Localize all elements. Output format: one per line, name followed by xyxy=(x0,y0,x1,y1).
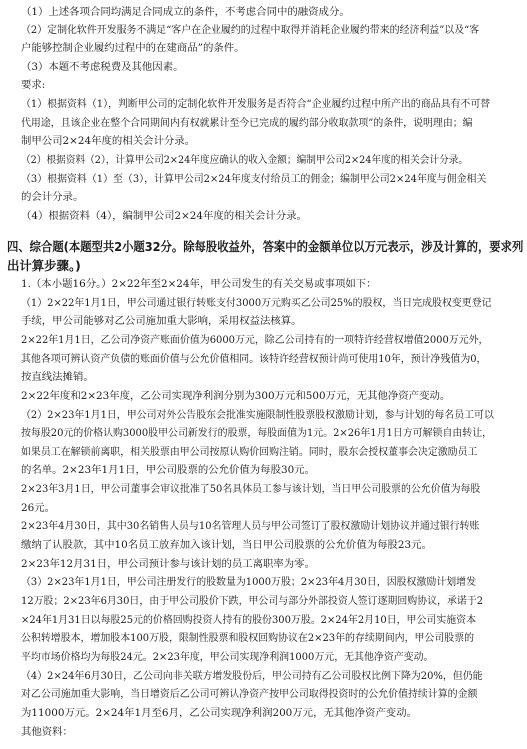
question-line-2: （1）2×22年1月1日，甲公司通过银行转账支付3000万元购买乙公司25%的股权，当日完成股权变更登记 xyxy=(21,297,492,309)
question-line-12: 2×23年3月1日，甲公司董事会审议批准了50名具体员工参与该计划，当日甲公司股票的公允价值为每股 xyxy=(21,483,481,495)
question-line-20: 公积转增股本，增加股本100万股，限制性股票和股权回购协议在2×23年的存续期间内，甲公司股票的 xyxy=(21,632,475,644)
requirement-line-3: 制甲公司2×24年度的相关会计分录。 xyxy=(21,135,196,147)
question-line-3: 手续，甲公司能够对乙公司施加重大影响，采用权益法核算。 xyxy=(21,315,302,327)
question-line-10: 如果员工在解锁前离职，相关股票由甲公司按原认购价回购注销。同时，股东会授权董事会决定激励员工 xyxy=(21,446,478,458)
question-line-9: 按每股20元的价格认购3000股甲公司新发行的股票，每股面值为1元。2×26年1月1日方可解锁自由转让， xyxy=(21,427,493,439)
question-line-24: 为11000万元。2×24年1月至6月，乙公司实现净利润200万元，无其他净资产变动。 xyxy=(21,707,417,719)
question-line-8: （2）2×23年1月1日，甲公司对外公告股东会批准实施限制性股票股权激励计划，参与计划的每名员工可以 xyxy=(21,409,494,421)
question-line-4: 2×22年1月1日，乙公司净资产账面价值为6000万元，除乙公司持有的一项特许经营权增值2000万元外， xyxy=(21,334,489,346)
condition-line-1: （1）上述各项合同均满足合同成立的条件，不考虑合同中的融资成分。 xyxy=(21,6,350,18)
condition-line-3: 户能够控制企业履约过程中的在建商品”的条件。 xyxy=(21,42,245,54)
question-line-14: 2×23年4月30日，其中30名销售人员与10名管理人员与甲公司签订了股权激励计划协议并通过银行转账 xyxy=(21,520,480,532)
requirement-line-1: （1）根据资料（1），判断甲公司的定制化软件开发服务是否符合“企业履约过程中所产出的商品具有不可替 xyxy=(21,98,491,110)
question-line-22: （4）2×24年6月30日，乙公司向非关联方增发股份后，甲公司持有乙公司股权比例下降为20%，但仍能 xyxy=(21,670,483,682)
question-line-5: 其他各项可辨认资产负债的账面价值与公允价值相同。该特许经营权预计尚可使用10年，预计净残值为0， xyxy=(21,353,487,365)
question-line-17: （3）2×23年1月1日，甲公司注册发行的股数量为1000万股；2×23年4月30日，因股权激励计划增发 xyxy=(21,576,477,588)
question-line-1: 1.（本小题16分。）2×22年至2×24年，甲公司发生的有关交易或事项如下： xyxy=(21,278,377,290)
question-line-11: 的名单。2×23年1月1日，甲公司股票的公允价值为每股30元。 xyxy=(21,464,315,476)
question-line-15: 缴纳了认股款，其中10名员工放弃加入该计划，当日甲公司股票的公允价值为每股23元。 xyxy=(21,539,432,551)
question-line-18: 12万股；2×23年6月30日，由于甲公司股价下跌，甲公司与部分外部投资人签订逐期回购协议，承诺于2 xyxy=(21,595,484,607)
question-line-7: 2×22年度和2×23年度，乙公司实现净利润分别为300万元和500万元，无其他净资产变动。 xyxy=(21,390,451,402)
question-line-6: 按直线法摊销。 xyxy=(21,371,94,383)
condition-line-4: （3）本题不考虑税费及其他因素。 xyxy=(21,61,184,73)
requirement-line-5: （3）根据资料（1）至（3），计算甲公司2×24年度支付给员工的佣金；编制甲公司2×24年度与佣金相关 xyxy=(21,173,487,185)
requirements-heading: 要求: xyxy=(21,79,46,91)
question-line-23: 对乙公司施加重大影响，当日增资后乙公司可辨认净资产按甲公司取得投资时的公允价值持续计算的金额 xyxy=(21,688,478,700)
section-title-line-1: 四、综合题(本题型共2小题32分。除每股收益外，答案中的金额单位以万元表示，涉及计算的，要求列 xyxy=(7,239,524,254)
requirement-line-2: 代用途，且该企业在整个合同期间内有权就累计至今已完成的履约部分收取款项”的条件，说明理由；编 xyxy=(21,117,473,129)
question-line-25: 其他资料： xyxy=(21,726,73,738)
section-title-line-2: 出计算步骤。) xyxy=(7,258,81,273)
question-line-13: 26元。 xyxy=(21,502,56,514)
requirement-line-6: 的会计分录。 xyxy=(21,191,84,203)
question-line-21: 平均市场价格均为每股24元。2×23年度，甲公司实现净利润1000万元，无其他净资产变动。 xyxy=(21,651,434,663)
requirement-line-4: （2）根据资料（2），计算甲公司2×24年度应确认的收入金额；编制甲公司2×24年度的相关会计分录。 xyxy=(21,154,469,166)
question-line-16: 2×23年12月31日，甲公司预计参与该计划的员工离职率为零。 xyxy=(21,558,315,570)
condition-line-2: （2）定制化软件开发服务不满足“客户在企业履约的过程中取得并消耗企业履约带来的经济利益”以及“客 xyxy=(21,24,480,36)
requirement-line-7: （4）根据资料（4），编制甲公司2×24年度的相关会计分录。 xyxy=(21,210,307,222)
question-line-19: ×24年1月31日以每股25元的价格回购投资人持有的股份300万股。2×24年2月10日，甲公司实施资本 xyxy=(21,614,477,626)
